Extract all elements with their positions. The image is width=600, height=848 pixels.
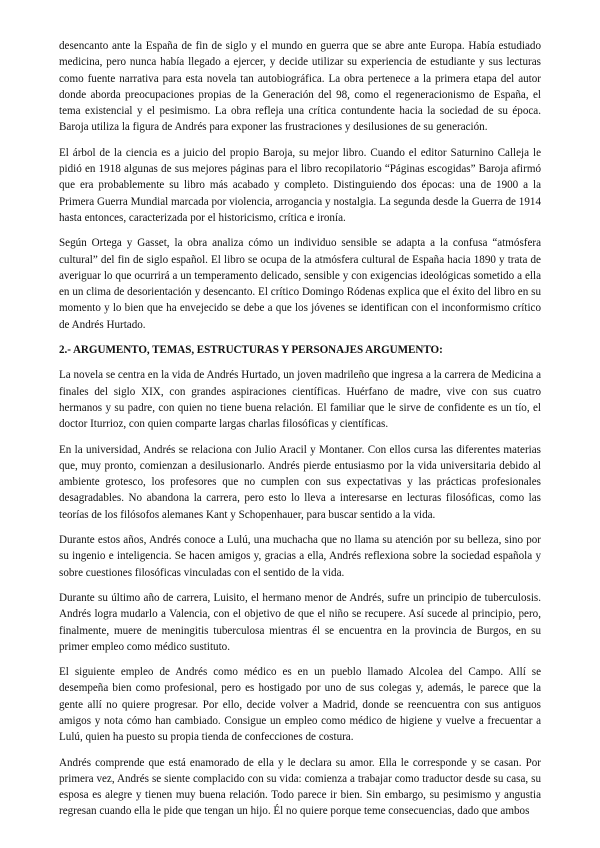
section-heading: 2.- ARGUMENTO, TEMAS, ESTRUCTURAS Y PERSONAJES ARGUMENTO: bbox=[59, 344, 443, 357]
body-paragraph: En la universidad, Andrés se relaciona con Julio Aracil y Montaner. Con ellos cursa las diferentes materias que, muy pronto, comienzan a desilusionarlo. Andrés pierde entusiasmo por la vida universitaria debido al ambiente grotesco, los profesores que no cumplen con sus expectativas y las prácticas profesionales desagradables. No abandona la carrera, pero esto lo lleva a interesarse en lecturas filosóficas, como las teorías de los filósofos alemanes Kant y Schopenhauer, para buscar sentido a la vida. bbox=[59, 443, 541, 521]
body-paragraph: El siguiente empleo de Andrés como médico es en un pueblo llamado Alcolea del Campo. Allí se desempeña bien como profesional, pero es hostigado por uno de sus colegas y, además, le parece que la gente allí no quiere progresar. Por ello, decide volver a Madrid, donde se reencuentra con sus antiguos amigos y nota cómo han cambiado. Consigue un empleo como médico de higiene y vuelve a frecuentar a Lulú, quien ha puesto su propia tienda de confecciones de costura. bbox=[59, 666, 541, 744]
body-paragraph: desencanto ante la España de fin de siglo y el mundo en guerra que se abre ante Europa. Había estudiado medicina, pero nunca había llegado a ejercer, y decide utilizar su experiencia de estudiante y sus lecturas como fuente narrativa para esta novela tan autobiográfica. La obra pertenece a la primera etapa del autor donde aborda preocupaciones propias de la Generación del 98, como el regeneracionismo de España, el tema existencial y el pesimismo. La obra refleja una crítica contundente hacia la sociedad de su época. Baroja utiliza la figura de Andrés para exponer las frustraciones y desilusiones de su generación. bbox=[59, 40, 541, 134]
body-paragraph: Según Ortega y Gasset, la obra analiza cómo un individuo sensible se adapta a la confusa “atmósfera cultural” del fin de siglo español. El libro se ocupa de la atmósfera cultural de España hacia 1890 y trata de averiguar lo que ocurrirá a un temperamento delicado, sensible y con exigencias ideológicas sometido a ella en un clima de desorientación y desencanto. El crítico Domingo Ródenas explica que el éxito del libro en su momento y lo bien que ha envejecido se debe a que los jóvenes se identifican con el inconformismo crítico de Andrés Hurtado. bbox=[59, 237, 541, 331]
body-paragraph: Andrés comprende que está enamorado de ella y le declara su amor. Ella le corresponde y se casan. Por primera vez, Andrés se siente complacido con su vida: comienza a trabajar como traductor desde su casa, su esposa es alegre y tienen muy buena relación. Todo parece ir bien. Sin embargo, su pesimismo y angustia regresan cuando ella le pide que tengan un hijo. Él no quiere porque teme consecuencias, dado que ambos bbox=[59, 756, 541, 818]
body-paragraph: La novela se centra en la vida de Andrés Hurtado, un joven madrileño que ingresa a la carrera de Medicina a finales del siglo XIX, con grandes aspiraciones científicas. Huérfano de madre, vive con sus cuatro hermanos y su padre, con quien no tiene buena relación. El familiar que le sirve de confidente es un tío, el doctor Iturrioz, con quien comparte largas charlas filosóficas y científicas. bbox=[59, 369, 541, 431]
body-paragraph: Durante su último año de carrera, Luisito, el hermano menor de Andrés, sufre un principio de tuberculosis. Andrés logra mudarlo a Valencia, con el objetivo de que el niño se recupere. Así sucede al principio, pero, finalmente, muere de meningitis tuberculosa mientras él se encuentra en la provincia de Burgos, en su primer empleo como médico sustituto. bbox=[59, 591, 541, 653]
body-paragraph: Durante estos años, Andrés conoce a Lulú, una muchacha que no llama su atención por su belleza, sino por su ingenio e inteligencia. Se hacen amigos y, gracias a ella, Andrés reflexiona sobre la sociedad española y sobre cuestiones filosóficas vinculadas con el sentido de la vida. bbox=[59, 534, 541, 579]
body-paragraph: El árbol de la ciencia es a juicio del propio Baroja, su mejor libro. Cuando el editor Saturnino Calleja le pidió en 1918 algunas de sus mejores páginas para el libro recopilatorio “Páginas escogidas” Baroja afirmó que era probablemente su libro más acabado y completo. Distinguiendo dos épocas: una de 1900 a la Primera Guerra Mundial marcada por violencia, arrogancia y nostalgia. La segunda desde la Guerra de 1914 hasta entonces, caracterizada por el historicismo, crítica e ironía. bbox=[59, 146, 541, 224]
